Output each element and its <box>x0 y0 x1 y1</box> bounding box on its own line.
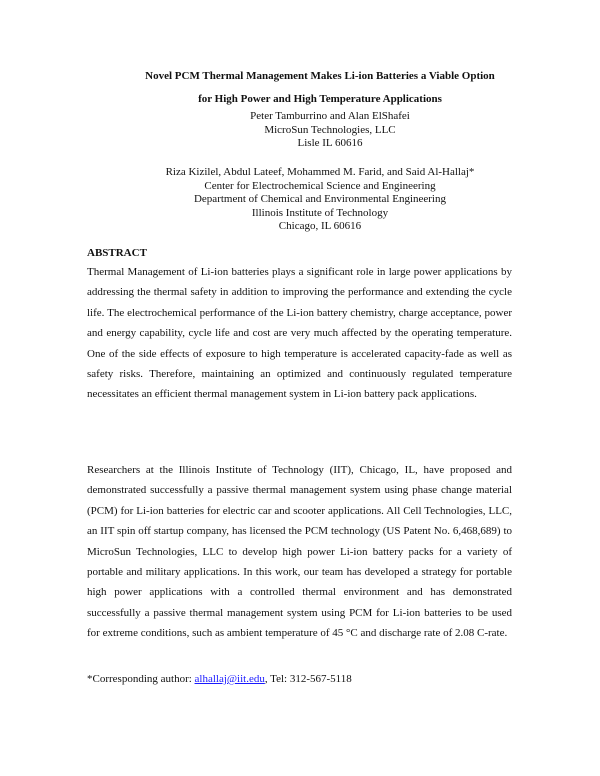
author-names-1: Peter Tamburrino and Alan ElShafei <box>250 110 410 122</box>
abstract-heading: ABSTRACT <box>87 247 147 259</box>
corresponding-author-footnote <box>87 672 352 686</box>
author-email-link[interactable]: alhallaj@iit.edu <box>194 673 265 685</box>
paper-title-line-1: Novel PCM Thermal Management Makes Li-ion Batteries a Viable Option <box>145 70 495 82</box>
abstract-paragraph-2: Researchers at the Illinois Institute of Technology (IIT), Chicago, IL, have proposed and demonstrated successfully a passive thermal management system using phase change material (PCM) for Li-ion batteries for electric car and scooter applications. All Cell Technologies, LLC, an IIT spin off startup company, has licensed the PCM technology (US Patent No. 6,468,689) to MicroSun Technologies, LLC to develop high power Li-ion battery packs for a variety of portable and military applications. In this work, our team has developed a strategy for portable high power applications with a controlled thermal environment and has demonstrated successfully a passive thermal management system using PCM for Li-ion batteries to be used for extreme conditions, such as ambient temperature of 45 °C and discharge rate of 2.08 C-rate. <box>87 464 512 640</box>
affiliation-city-1: Lisle IL 60616 <box>297 137 363 149</box>
paper-title-line-2: for High Power and High Temperature Applications <box>198 93 442 105</box>
affiliation-department: Department of Chemical and Environmental Engineering <box>193 193 446 205</box>
footnote-prefix: *Corresponding author: <box>87 673 195 685</box>
author-names-2: Riza Kizilel, Abdul Lateef, Mohammed M. Farid, and Said Al-Hallaj* <box>165 166 475 178</box>
abstract-paragraph-1: Thermal Management of Li-ion batteries plays a significant role in large power applications by addressing the thermal safety in addition to improving the performance and extending the cycle life. The electrochemical performance of the Li-ion battery chemistry, charge acceptance, power and energy capability, cycle life and cost are very much affected by the operating temperature. One of the side effects of exposure to high temperature is accelerated capacity-fade as well as safety risks. Therefore, maintaining an optimized and continuously regulated temperature necessitates an efficient thermal management system in Li-ion battery pack applications. <box>87 266 512 401</box>
author-group-1 <box>0 110 600 151</box>
affiliation-center: Center for Electrochemical Science and Engineering <box>204 179 436 192</box>
footnote-phone: , Tel: 312-567-5118 <box>264 673 352 685</box>
affiliation-city-2: Chicago, IL 60616 <box>278 220 362 232</box>
author-group-2 <box>0 166 600 234</box>
affiliation-org-1: MicroSun Technologies, LLC <box>264 123 396 136</box>
affiliation-institute: Illinois Institute of Technology <box>251 206 389 219</box>
